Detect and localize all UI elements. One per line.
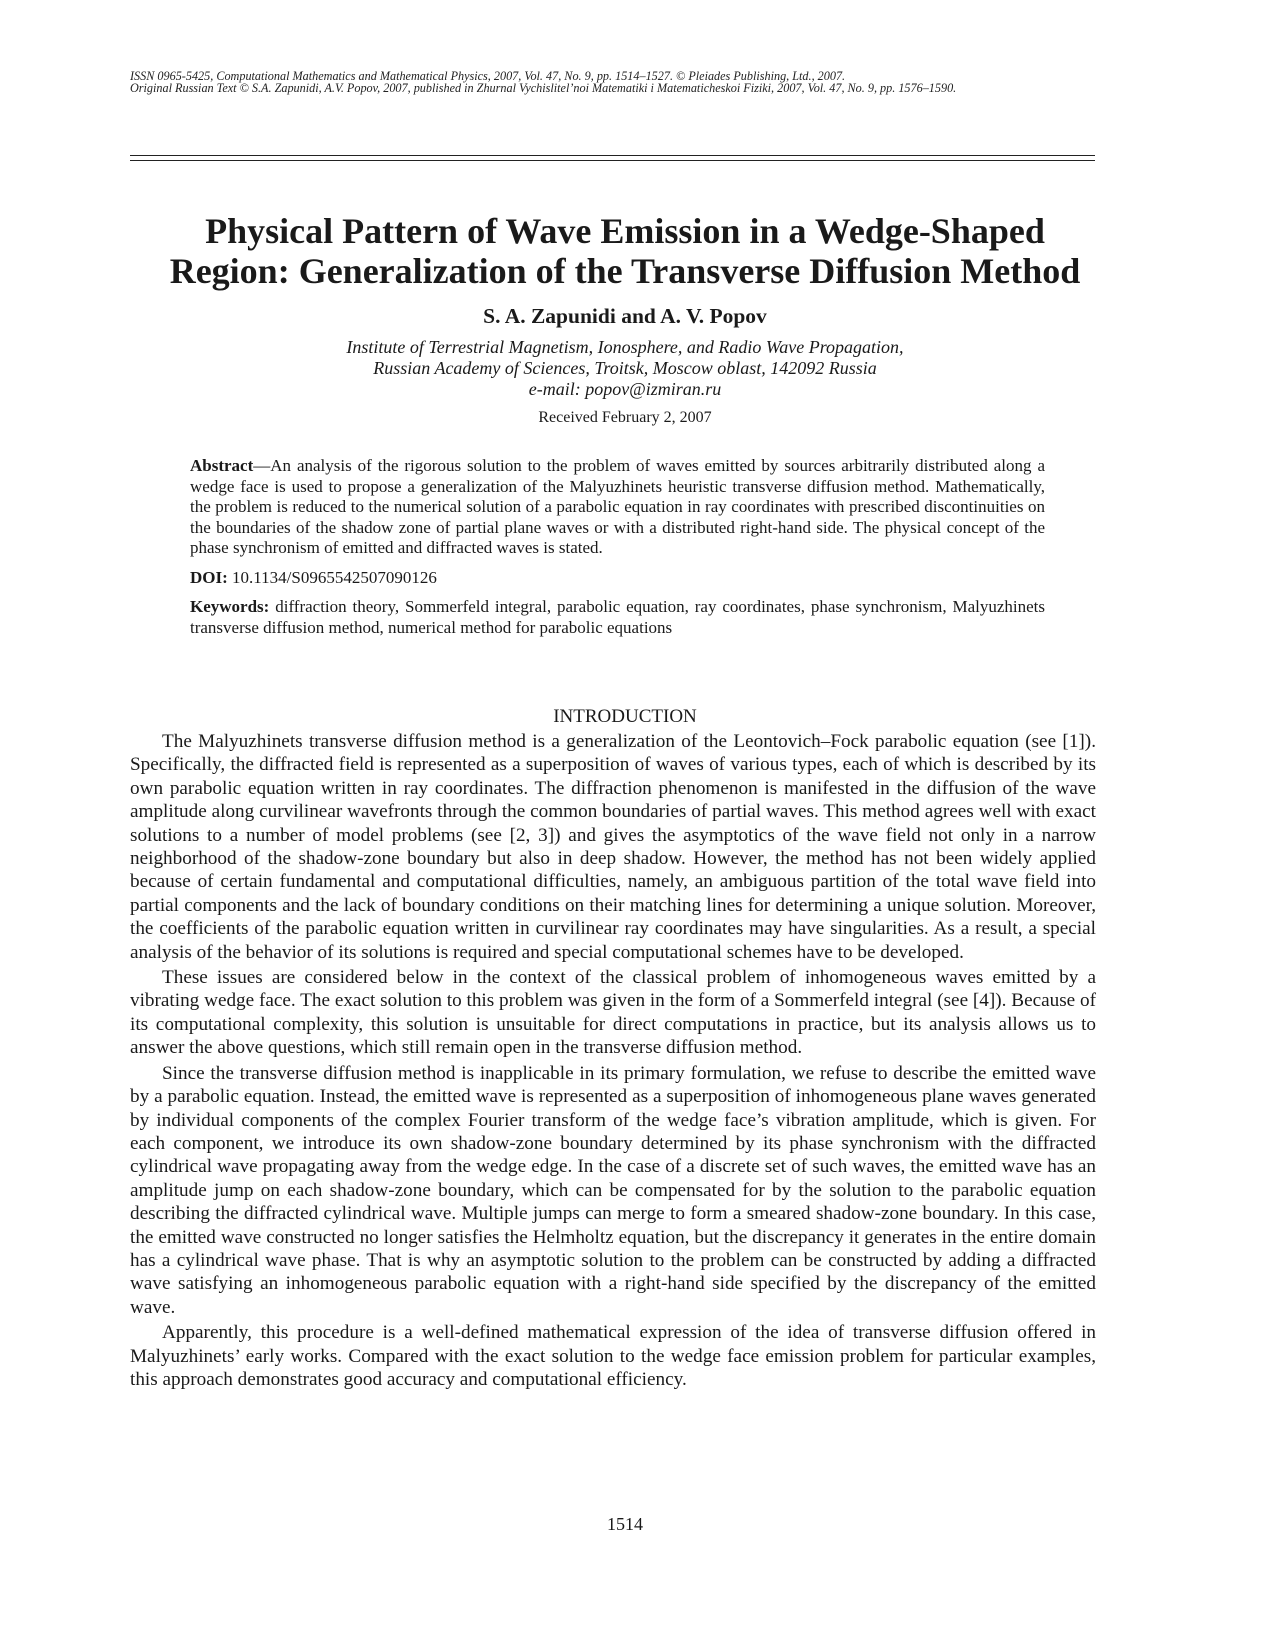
intro-paragraph-3: Since the transverse diffusion method is inapplicable in its primary formulation, we refuse to describe the emitted wave by a parabolic equation. Instead, the emitted wave is represented as a superposition of inhomogeneous plane waves generated by individual components of the complex Fourier transform of the wedge face’s vibration amplitude, which is given. For each component, we introduce its own shadow-zone boundary determined by its phase synchronism with the diffracted cylindrical wave propagating away from the wedge edge. In the case of a discrete set of such waves, the emitted wave has an amplitude jump on each shadow-zone boundary, which can be compensated for by the solution to the parabolic equation describing the diffracted cylindrical wave. Multiple jumps can merge to form a smeared shadow-zone boundary. In this case, the emitted wave constructed no longer satisfies the Helmholtz equation, but the discrepancy it generates in the entire domain has a cylindrical wave phase. That is why an asymptotic solution to the problem can be constructed by adding a diffracted wave satisfying an inhomogeneous parabolic equation with a right-hand side specified by the discrepancy of the emitted wave.	[130, 1062, 1096, 1318]
page-number: 1514	[607, 1514, 643, 1534]
abstract-block	[190, 456, 1045, 638]
affiliation-line-2: Russian Academy of Sciences, Troitsk, Moscow oblast, 142092 Russia	[373, 358, 877, 378]
introduction-body	[130, 730, 1096, 1393]
abstract-label: Abstract	[190, 456, 254, 475]
journal-header	[130, 71, 1100, 94]
article-title-line-2: Region: Generalization of the Transverse Diffusion Method	[169, 251, 1081, 291]
article-title	[100, 211, 1150, 291]
header-rule-upper	[130, 155, 1095, 156]
author-email: e-mail: popov@izmiran.ru	[528, 379, 722, 399]
article-title-line-1: Physical Pattern of Wave Emission in a Wedge-Shaped	[205, 211, 1045, 251]
keywords-label: Keywords:	[190, 597, 270, 616]
keywords-line	[190, 597, 1045, 638]
article-authors: S. A. Zapunidi and A. V. Popov	[483, 304, 767, 328]
doi-label: DOI:	[190, 567, 228, 587]
affiliation-line-1: Institute of Terrestrial Magnetism, Ionosphere, and Radio Wave Propagation,	[346, 337, 904, 357]
received-date: Received February 2, 2007	[538, 409, 712, 426]
abstract-text: —An analysis of the rigorous solution to the problem of waves emitted by sources arbitrarily distributed along a wedge face is used to propose a generalization of the Malyuzhinets heuristic transverse diffusion method. Mathematically, the problem is reduced to the numerical solution of a parabolic equation in ray coordinates with prescribed discontinuities on the boundaries of the shadow zone of partial plane waves or with a distributed right-hand side. The physical concept of the phase synchronism of emitted and diffracted waves is stated.	[190, 456, 1045, 557]
doi-line	[190, 568, 1045, 589]
keywords-text: diffraction theory, Sommerfeld integral, parabolic equation, ray coordinates, phase synchronism, Malyuzhinets transverse diffusion method, numerical method for parabolic equations	[190, 597, 1045, 637]
intro-paragraph-1: The Malyuzhinets transverse diffusion method is a generalization of the Leontovich–Fock parabolic equation (see [1]). Specifically, the diffracted field is represented as a superposition of waves of various types, each of which is described by its own parabolic equation written in ray coordinates. The diffraction phenomenon is manifested in the diffusion of the wave amplitude along curvilinear wavefronts through the common boundaries of partial waves. This method agrees well with exact solutions to a number of model problems (see [2, 3]) and gives the asymptotics of the wave field not only in a narrow neighborhood of the shadow-zone boundary but also in deep shadow. However, the method has not been widely applied because of certain fundamental and computational difficulties, namely, an ambiguous partition of the total wave field into partial components and the lack of boundary conditions on their matching lines for determining a unique solution. Moreover, the coefficients of the parabolic equation written in curvilinear ray coordinates may have singularities. As a result, a special analysis of the behavior of its solutions is required and special computational schemes have to be developed.	[130, 731, 1096, 963]
intro-paragraph-4: Apparently, this procedure is a well-defined mathematical expression of the idea of transverse diffusion offered in Malyuzhinets’ early works. Compared with the exact solution to the wedge face emission problem for particular examples, this approach demonstrates good accuracy and computational efficiency.	[130, 1322, 1096, 1390]
journal-header-line-2: Original Russian Text © S.A. Zapunidi, A.V. Popov, 2007, published in Zhurnal Vychislitel’noi Matematiki i Matematicheskoi Fiziki, 2007, Vol. 47, No. 9, pp. 1576–1590.	[130, 80, 957, 95]
journal-header-line-1: ISSN 0965-5425, Computational Mathematics and Mathematical Physics, 2007, Vol. 47, No. 9, pp. 1514–1527. © Pleiades Publishing, Ltd., 2007.	[130, 69, 846, 83]
doi-value[interactable]: 10.1134/S0965542507090126	[232, 567, 437, 587]
author-affiliation	[100, 337, 1150, 400]
header-rule-lower	[130, 160, 1095, 161]
abstract-paragraph	[190, 456, 1045, 559]
intro-paragraph-2: These issues are considered below in the context of the classical problem of inhomogeneous waves emitted by a vibrating wedge face. The exact solution to this problem was given in the form of a Sommerfeld integral (see [4]). Because of its computational complexity, this solution is unsuitable for direct computations in practice, but its analysis allows us to answer the above questions, which still remain open in the transverse diffusion method.	[130, 967, 1096, 1059]
section-heading-introduction: INTRODUCTION	[553, 706, 697, 727]
